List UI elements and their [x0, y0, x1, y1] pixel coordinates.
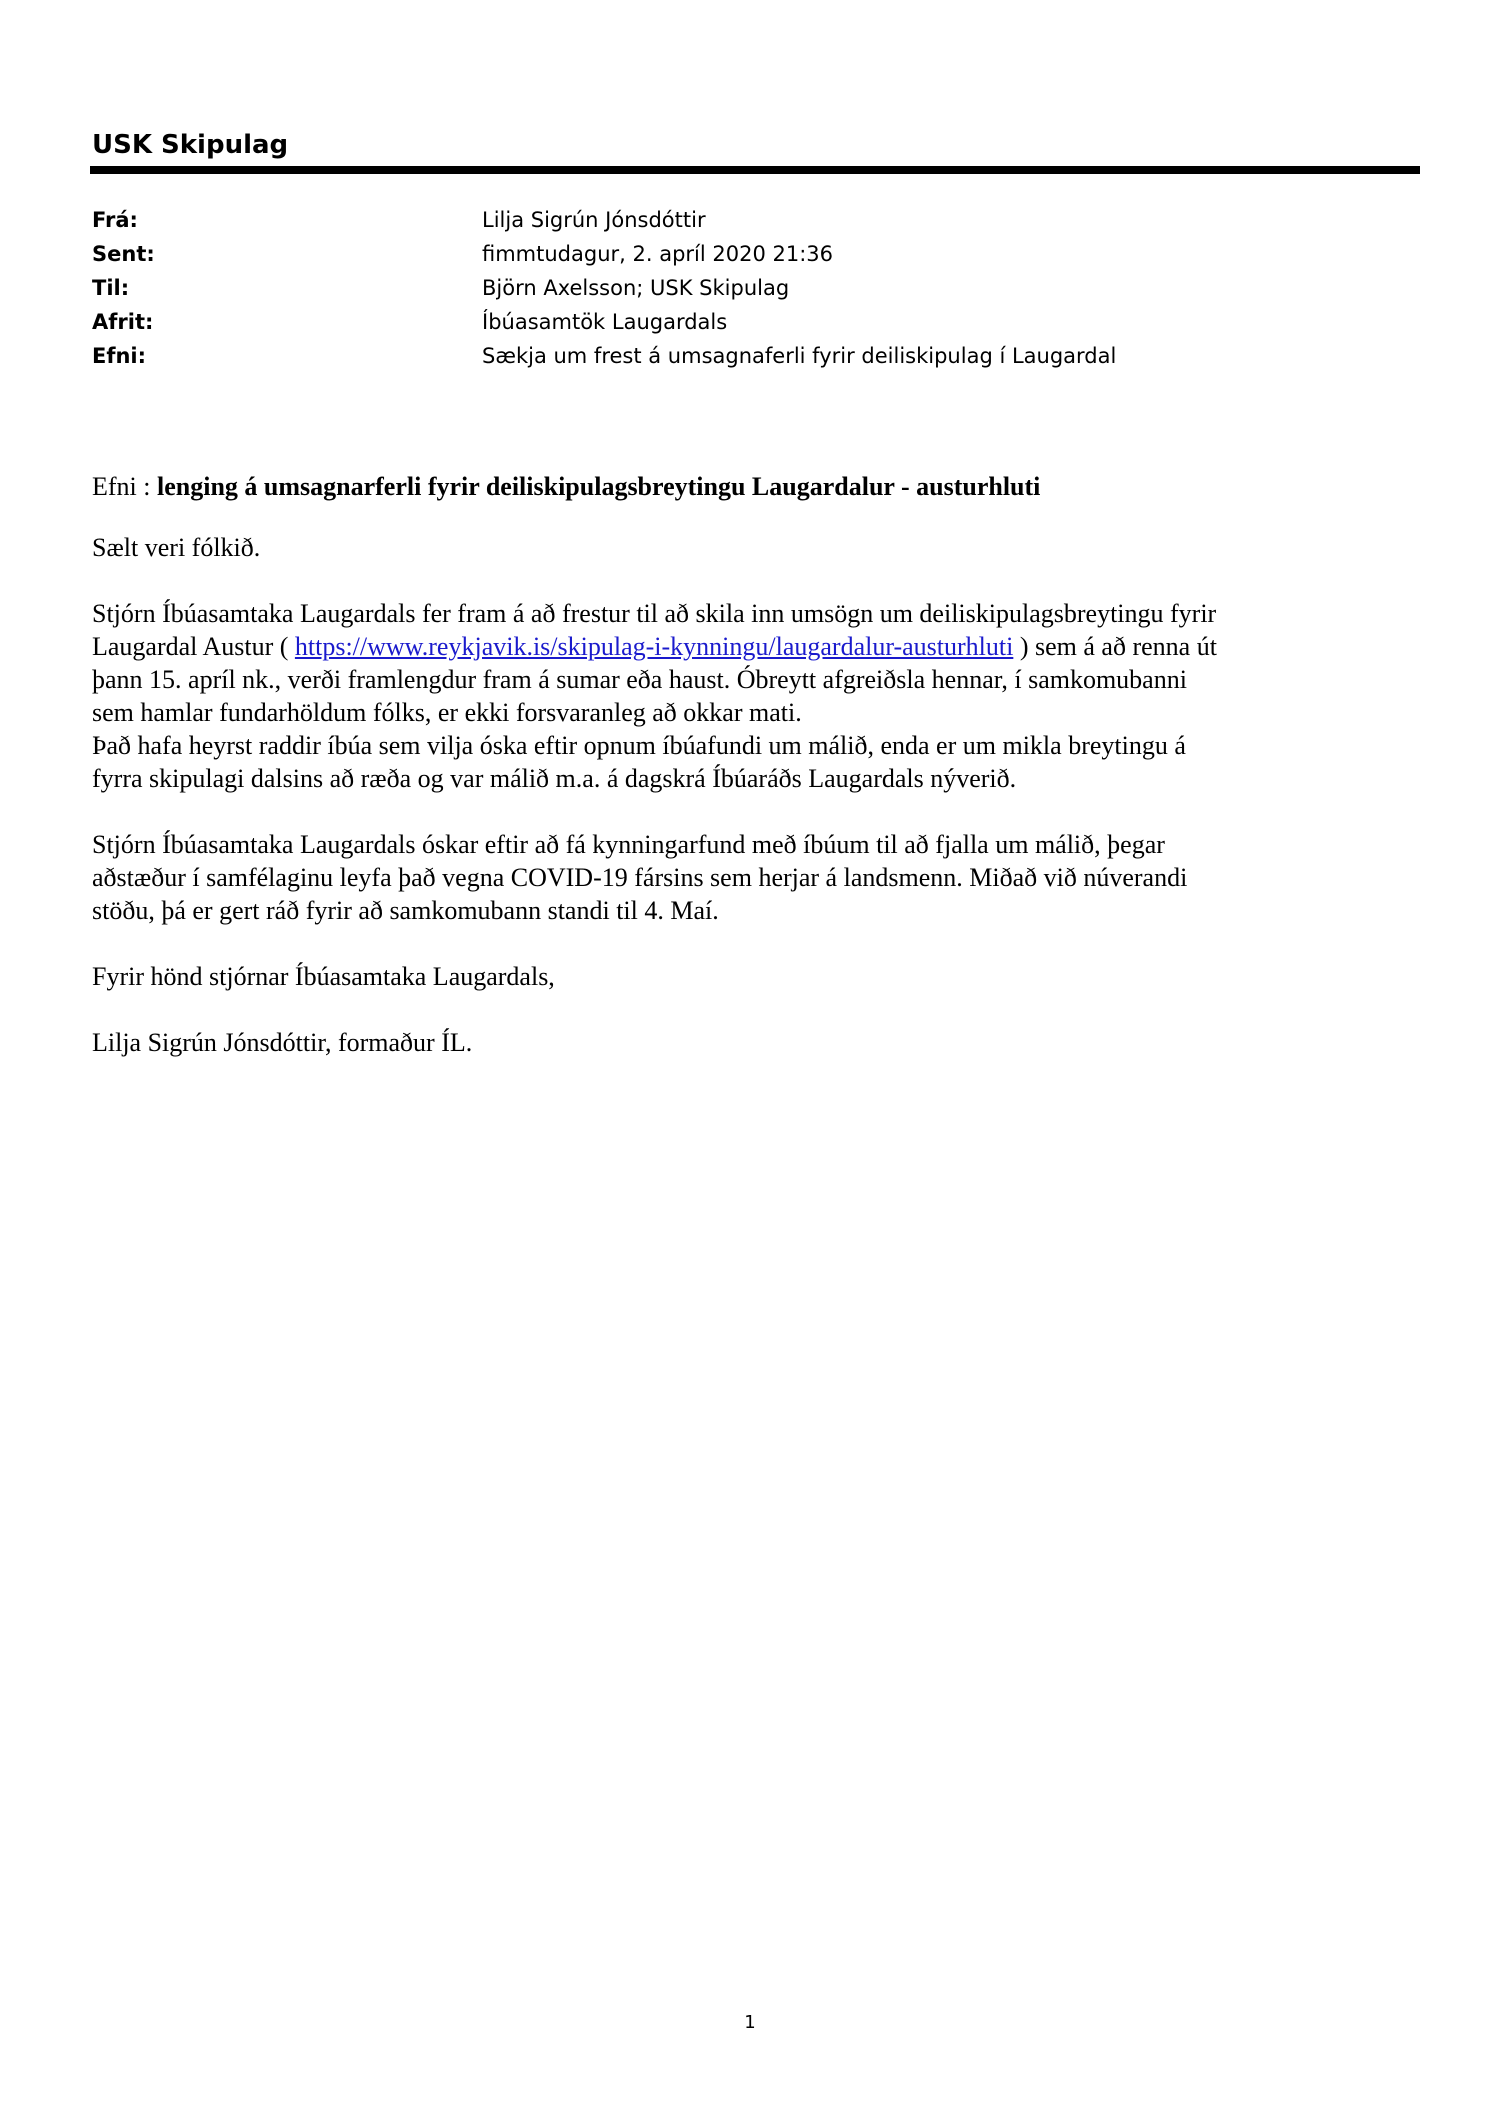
paragraph-1	[92, 597, 1402, 795]
paragraph-line: Stjórn Íbúasamtaka Laugardals óskar eftir að fá kynningarfund með íbúum til að fjalla um málið, þegar	[92, 830, 1165, 859]
paragraph-line: fyrra skipulagi dalsins að ræða og var málið m.a. á dagskrá Íbúaráðs Laugardals nýverið.	[92, 764, 1017, 793]
reykjavik-link[interactable]: https://www.reykjavik.is/skipulag-i-kynningu/laugardalur-austurhluti	[294, 632, 1014, 661]
page-number: 1	[744, 2012, 756, 2033]
meta-label-from: Frá:	[92, 208, 138, 232]
closing: Fyrir hönd stjórnar Íbúasamtaka Laugardals,	[92, 962, 555, 991]
email-body	[92, 470, 1402, 1092]
meta-value-sent: fimmtudagur, 2. apríl 2020 21:36	[482, 242, 834, 266]
meta-value-to: Björn Axelsson; USK Skipulag	[482, 276, 790, 300]
meta-value-cc: Íbúasamtök Laugardals	[482, 310, 728, 334]
meta-label-subject: Efni:	[92, 344, 147, 368]
header-title: USK Skipulag	[92, 130, 289, 160]
meta-value-from: Lilja Sigrún Jónsdóttir	[482, 208, 706, 232]
paragraph-line: stöðu, þá er gert ráð fyrir að samkomubann standi til 4. Maí.	[92, 896, 719, 925]
greeting: Sælt veri fólkið.	[92, 533, 261, 562]
meta-row-from	[92, 203, 1116, 237]
paragraph-line: Það hafa heyrst raddir íbúa sem vilja óska eftir opnum íbúafundi um málið, enda er um mikla breytingu á	[92, 731, 1186, 760]
meta-row-subject	[92, 339, 1116, 373]
link-suffix-text: ) sem á að renna út	[1013, 632, 1217, 661]
meta-row-cc	[92, 305, 1116, 339]
meta-label-to: Til:	[92, 276, 130, 300]
meta-value-subject: Sækja um frest á umsagnaferli fyrir deiliskipulag í Laugardal	[482, 344, 1117, 368]
signature: Lilja Sigrún Jónsdóttir, formaður ÍL.	[92, 1028, 473, 1057]
paragraph-line-with-link	[92, 630, 1402, 663]
paragraph-line: þann 15. apríl nk., verði framlengdur fram á sumar eða haust. Óbreytt afgreiðsla hennar, í samkomubanni	[92, 665, 1187, 694]
link-prefix-text: Laugardal Austur (	[92, 632, 295, 661]
meta-label-sent: Sent:	[92, 242, 155, 266]
paragraph-2	[92, 828, 1402, 927]
paragraph-line: Stjórn Íbúasamtaka Laugardals fer fram á að frestur til að skila inn umsögn um deiliskipulagsbreytingu fyrir	[92, 599, 1217, 628]
body-subject-text: lenging á umsagnarferli fyrir deiliskipulagsbreytingu Laugardalur - austurhluti	[157, 472, 1041, 501]
body-subject	[92, 470, 1402, 503]
email-meta	[92, 203, 1116, 373]
meta-row-to	[92, 271, 1116, 305]
header-rule	[90, 166, 1420, 174]
body-subject-prefix: Efni :	[92, 472, 157, 501]
meta-label-cc: Afrit:	[92, 310, 154, 334]
meta-row-sent	[92, 237, 1116, 271]
paragraph-line: sem hamlar fundarhöldum fólks, er ekki forsvaranleg að okkar mati.	[92, 698, 802, 727]
paragraph-line: aðstæður í samfélaginu leyfa það vegna COVID-19 fársins sem herjar á landsmenn. Miðað við núverandi	[92, 863, 1188, 892]
